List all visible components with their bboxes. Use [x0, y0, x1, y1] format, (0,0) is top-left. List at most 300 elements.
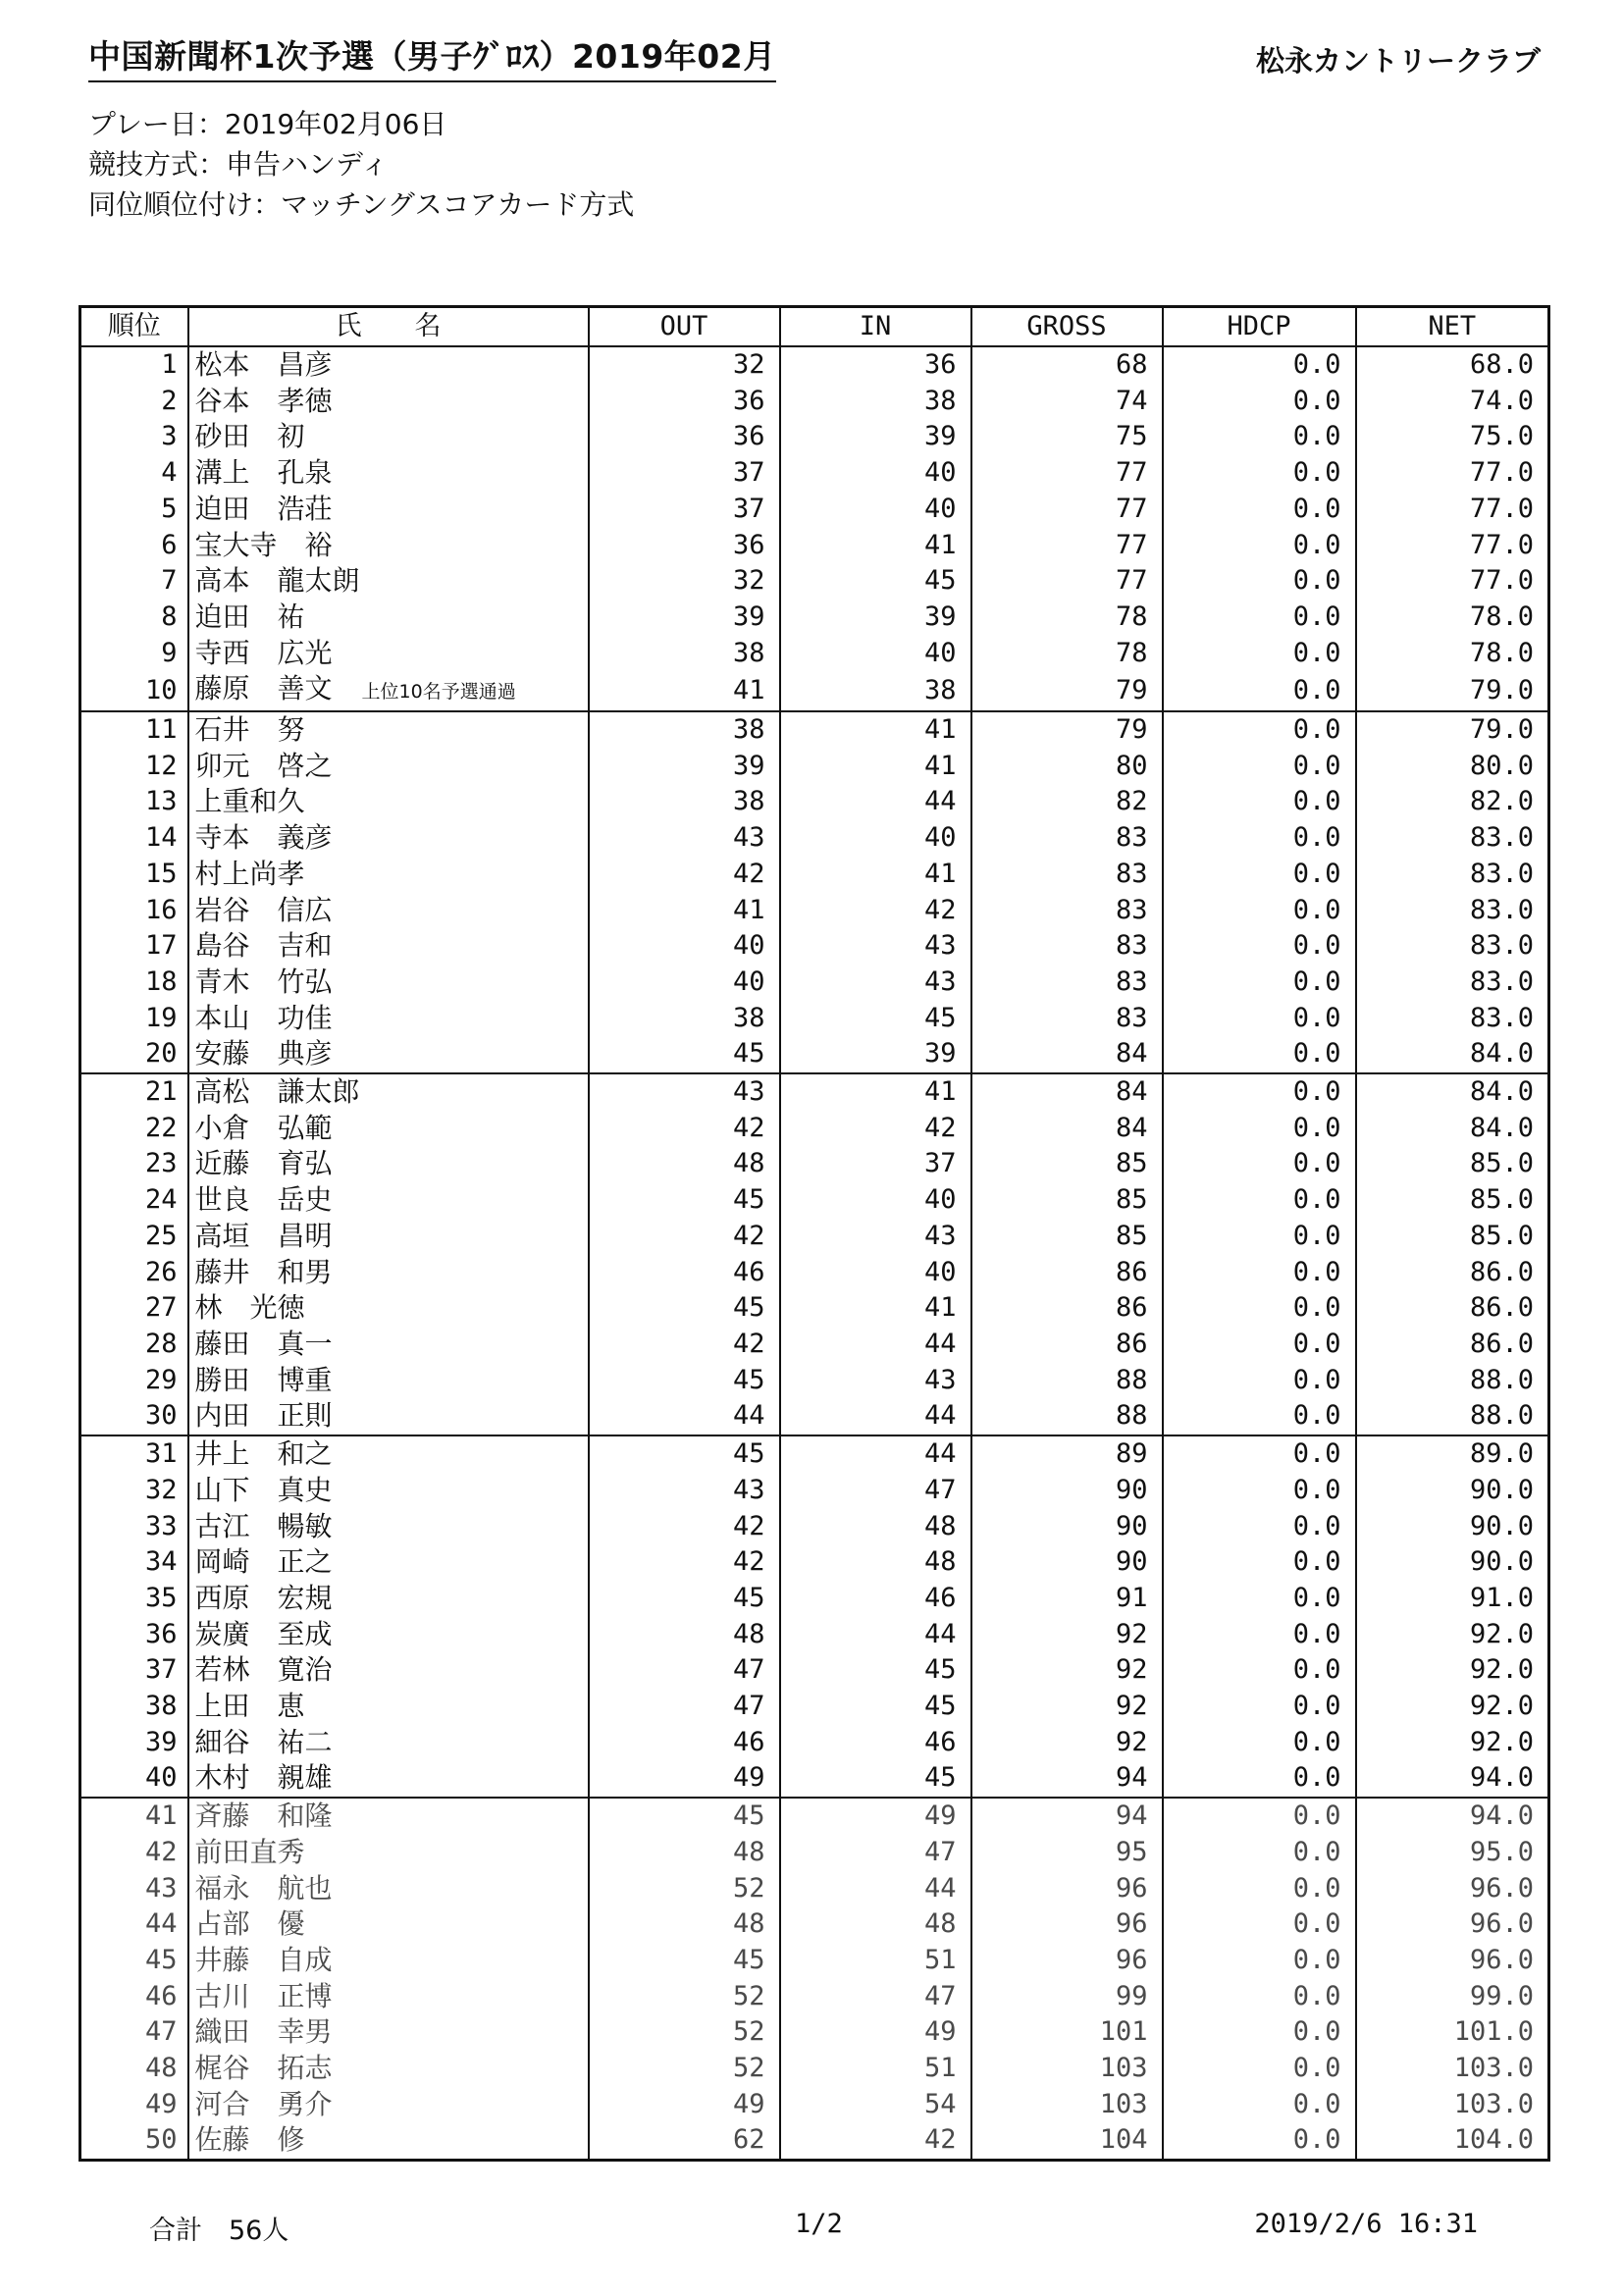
cell-net [1356, 1725, 1549, 1761]
cell-net [1356, 1509, 1549, 1545]
cell-in [780, 1219, 971, 1255]
cell-rank [80, 893, 188, 929]
cell-rank-text: 4 [161, 457, 178, 489]
cell-gross [971, 1943, 1163, 1979]
cell-rank-text: 24 [144, 1184, 178, 1216]
cell-name-text: 卯元 啓之 [194, 749, 333, 782]
cell-in [780, 346, 971, 384]
cell-out [589, 455, 780, 492]
table-row [80, 1001, 1549, 1037]
cell-in [780, 1835, 971, 1871]
cell-gross [971, 820, 1163, 857]
cell-rank-text: 49 [144, 2088, 178, 2119]
cell-hdcp [1163, 1219, 1356, 1255]
cell-net-text: 103.0 [1453, 2053, 1534, 2084]
cell-in-text: 36 [923, 349, 957, 380]
cell-out [589, 711, 780, 749]
cell-out-text: 49 [732, 2088, 765, 2119]
cell-out-text: 39 [732, 750, 765, 781]
cell-in [780, 784, 971, 820]
cell-rank [80, 1835, 188, 1871]
table-row [80, 1871, 1549, 1907]
cell-out-text: 42 [732, 1328, 765, 1359]
cell-hdcp [1163, 1760, 1356, 1798]
cell-rank [80, 1001, 188, 1037]
cell-in-text: 39 [923, 1038, 957, 1070]
cell-net [1356, 1943, 1549, 1979]
table-row [80, 1835, 1549, 1871]
cell-hdcp-text: 0.0 [1292, 2016, 1341, 2048]
cell-rank [80, 563, 188, 600]
cell-out [589, 1146, 780, 1182]
cell-name-text: 砂田 初 [194, 420, 305, 453]
cell-out [589, 749, 780, 785]
cell-name-text: 寺西 広光 [194, 636, 333, 669]
cell-gross [971, 1544, 1163, 1581]
cell-name [188, 1906, 589, 1943]
cell-out-text: 45 [732, 1582, 765, 1613]
meta-info [88, 104, 634, 225]
cell-hdcp [1163, 2087, 1356, 2123]
cell-gross-text: 92 [1115, 1654, 1148, 1686]
cell-gross [971, 1473, 1163, 1509]
cell-hdcp-text: 0.0 [1292, 349, 1341, 380]
cell-net-text: 82.0 [1469, 786, 1534, 817]
cell-rank [80, 784, 188, 820]
cell-out-text: 47 [732, 1691, 765, 1722]
cell-out [589, 857, 780, 893]
cell-name-text: 前田直秀 [194, 1835, 305, 1868]
cell-gross [971, 893, 1163, 929]
cell-name [188, 1219, 589, 1255]
cell-net [1356, 1073, 1549, 1111]
cell-net-text: 79.0 [1469, 674, 1534, 705]
cell-net [1356, 1290, 1549, 1327]
cell-name [188, 928, 589, 965]
cell-hdcp [1163, 820, 1356, 857]
cell-in-text: 41 [923, 714, 957, 746]
cell-in [780, 1617, 971, 1653]
cell-hdcp-text: 0.0 [1292, 1944, 1341, 1975]
cell-hdcp-text: 0.0 [1292, 1038, 1341, 1070]
cell-rank-text: 6 [161, 529, 178, 560]
cell-in [780, 711, 971, 749]
cell-net [1356, 1255, 1549, 1291]
table-row [80, 1581, 1549, 1617]
cell-in-text: 44 [923, 1618, 957, 1649]
table-row [80, 1111, 1549, 1147]
cell-out [589, 1835, 780, 1871]
cell-rank-text: 3 [161, 421, 178, 452]
cell-name-text: 本山 功佳 [194, 1001, 333, 1034]
cell-in-text: 43 [923, 1364, 957, 1395]
cell-net-text: 91.0 [1469, 1582, 1534, 1613]
cell-gross-text: 83 [1115, 965, 1148, 997]
cell-in [780, 1979, 971, 2015]
cell-gross [971, 2122, 1163, 2160]
cell-out-text: 38 [732, 786, 765, 817]
table-row [80, 419, 1549, 455]
cell-name-text: 林 光徳 [194, 1291, 305, 1325]
cell-gross-text: 95 [1115, 1836, 1148, 1867]
cell-hdcp-text: 0.0 [1292, 1726, 1341, 1757]
table-row [80, 1219, 1549, 1255]
cell-name [188, 384, 589, 420]
cell-gross-text: 83 [1115, 930, 1148, 962]
table-row [80, 1652, 1549, 1689]
cell-gross-text: 90 [1115, 1546, 1148, 1578]
cell-out-text: 45 [732, 1944, 765, 1975]
cell-rank [80, 1473, 188, 1509]
cell-gross [971, 1398, 1163, 1435]
total-count: 合計 56人 [149, 2216, 289, 2246]
cell-out-text: 38 [732, 714, 765, 746]
table-row [80, 455, 1549, 492]
cell-rank-text: 16 [144, 894, 178, 925]
competition-format: 競技方式：申告ハンディ [88, 148, 389, 181]
cell-gross-text: 77 [1115, 529, 1148, 560]
cell-rank-text: 30 [144, 1400, 178, 1432]
cell-out-text: 48 [732, 1148, 765, 1179]
cell-net-text: 75.0 [1469, 421, 1534, 452]
cell-in [780, 893, 971, 929]
cell-in-text: 40 [923, 457, 957, 489]
cell-hdcp [1163, 1182, 1356, 1219]
cell-rank-text: 5 [161, 493, 178, 524]
cell-rank [80, 1871, 188, 1907]
cell-rank-text: 19 [144, 1002, 178, 1033]
cell-gross-text: 84 [1115, 1112, 1148, 1143]
cell-out [589, 2051, 780, 2087]
cell-gross [971, 1581, 1163, 1617]
cell-rank [80, 1290, 188, 1327]
cell-hdcp [1163, 1290, 1356, 1327]
cell-net [1356, 1617, 1549, 1653]
cell-name [188, 1111, 589, 1147]
cell-name-text: 高本 龍太朗 [194, 564, 360, 598]
cell-rank-text: 12 [144, 750, 178, 781]
cell-name [188, 893, 589, 929]
cell-gross-text: 92 [1115, 1726, 1148, 1757]
cell-name-text: 青木 竹弘 [194, 965, 333, 998]
results-table [79, 305, 1550, 2162]
cell-in-text: 48 [923, 1546, 957, 1578]
cell-hdcp [1163, 965, 1356, 1001]
cell-gross-text: 85 [1115, 1184, 1148, 1216]
cell-rank [80, 492, 188, 528]
table-row [80, 636, 1549, 672]
cell-gross [971, 1219, 1163, 1255]
cell-gross [971, 784, 1163, 820]
table-row [80, 671, 1549, 711]
cell-hdcp [1163, 1689, 1356, 1725]
cell-gross [971, 1111, 1163, 1147]
cell-gross [971, 1725, 1163, 1761]
cell-in [780, 600, 971, 636]
cell-gross [971, 455, 1163, 492]
cell-in-text: 44 [923, 1438, 957, 1470]
cell-gross-text: 83 [1115, 822, 1148, 854]
cell-out-text: 38 [732, 1002, 765, 1033]
cell-rank-text: 41 [144, 1800, 178, 1832]
cell-net [1356, 2122, 1549, 2160]
cell-rank-text: 33 [144, 1510, 178, 1541]
cell-net [1356, 563, 1549, 600]
cell-out [589, 1979, 780, 2015]
cell-hdcp [1163, 1544, 1356, 1581]
cell-gross [971, 1689, 1163, 1725]
cell-in-text: 38 [923, 385, 957, 416]
table-row [80, 1725, 1549, 1761]
cell-hdcp [1163, 2014, 1356, 2051]
cell-in [780, 1111, 971, 1147]
cell-out-text: 41 [732, 894, 765, 925]
cell-rank [80, 1689, 188, 1725]
cell-net-text: 86.0 [1469, 1328, 1534, 1359]
cell-out [589, 1073, 780, 1111]
cell-net-text: 83.0 [1469, 894, 1534, 925]
cell-out [589, 965, 780, 1001]
cell-name-text: 炭廣 至成 [194, 1617, 333, 1650]
cell-gross [971, 2014, 1163, 2051]
cell-net [1356, 965, 1549, 1001]
cell-out [589, 1036, 780, 1073]
cell-out [589, 1760, 780, 1798]
table-row [80, 2122, 1549, 2160]
cell-rank-text: 14 [144, 822, 178, 854]
cell-out-text: 45 [732, 1364, 765, 1395]
cell-gross [971, 2087, 1163, 2123]
cell-name-text: 高垣 昌明 [194, 1219, 333, 1252]
cell-net [1356, 636, 1549, 672]
cell-in [780, 1871, 971, 1907]
cell-out [589, 528, 780, 564]
cell-net-text: 78.0 [1469, 637, 1534, 668]
cell-name-text: 細谷 祐二 [194, 1725, 333, 1758]
cell-net-text: 92.0 [1469, 1654, 1534, 1686]
cell-out-text: 42 [732, 1112, 765, 1143]
cell-out-text: 39 [732, 600, 765, 632]
cell-out [589, 893, 780, 929]
cell-out-text: 45 [732, 1292, 765, 1324]
cell-hdcp [1163, 857, 1356, 893]
cell-name-text: 溝上 孔泉 [194, 456, 333, 490]
cell-in [780, 671, 971, 711]
cell-rank-text: 47 [144, 2016, 178, 2048]
cell-name [188, 1036, 589, 1073]
cell-rank [80, 1073, 188, 1111]
cell-net-text: 83.0 [1469, 858, 1534, 889]
cell-gross-text: 89 [1115, 1438, 1148, 1470]
cell-out [589, 1255, 780, 1291]
cell-gross [971, 346, 1163, 384]
cell-in [780, 1760, 971, 1798]
table-row [80, 893, 1549, 929]
cell-name-text: 岡崎 正之 [194, 1545, 333, 1579]
cell-in [780, 1509, 971, 1545]
cell-out-text: 36 [732, 385, 765, 416]
table-row [80, 384, 1549, 420]
cell-in-text: 41 [923, 858, 957, 889]
cell-hdcp [1163, 711, 1356, 749]
cell-rank-text: 34 [144, 1546, 178, 1578]
cell-name [188, 1652, 589, 1689]
cell-net [1356, 784, 1549, 820]
cell-hdcp-text: 0.0 [1292, 674, 1341, 705]
cell-name-text: 佐藤 修 [194, 2123, 305, 2157]
cell-out-text: 36 [732, 421, 765, 452]
cell-in-text: 47 [923, 1474, 957, 1505]
cell-hdcp-text: 0.0 [1292, 714, 1341, 746]
cell-hdcp [1163, 1798, 1356, 1835]
cell-net [1356, 1544, 1549, 1581]
cell-in [780, 1255, 971, 1291]
cell-name [188, 1473, 589, 1509]
cell-in [780, 965, 971, 1001]
cell-gross [971, 1435, 1163, 1473]
cell-net-text: 96.0 [1469, 1872, 1534, 1904]
cell-rank [80, 1363, 188, 1399]
cell-net-text: 96.0 [1469, 1944, 1534, 1975]
cell-net [1356, 671, 1549, 711]
table-row [80, 492, 1549, 528]
play-date: プレー日：2019年02月06日 [88, 108, 447, 140]
cell-net [1356, 419, 1549, 455]
cell-in-text: 44 [923, 786, 957, 817]
cell-out [589, 1689, 780, 1725]
cell-rank [80, 1509, 188, 1545]
table-row [80, 1398, 1549, 1435]
cell-out [589, 1581, 780, 1617]
cell-rank-text: 23 [144, 1148, 178, 1179]
cell-name-text: 古江 暢敏 [194, 1509, 333, 1542]
cell-out [589, 671, 780, 711]
cell-out-text: 43 [732, 822, 765, 854]
cell-rank-text: 31 [144, 1438, 178, 1470]
cell-gross-text: 83 [1115, 894, 1148, 925]
cell-net [1356, 1871, 1549, 1907]
cell-name [188, 1689, 589, 1725]
cell-gross [971, 636, 1163, 672]
cell-gross [971, 492, 1163, 528]
cell-out-text: 42 [732, 1220, 765, 1251]
table-row [80, 711, 1549, 749]
cell-hdcp-text: 0.0 [1292, 1400, 1341, 1432]
cell-net [1356, 1906, 1549, 1943]
table-row [80, 1906, 1549, 1943]
cell-in [780, 1073, 971, 1111]
cell-net-text: 101.0 [1453, 2016, 1534, 2048]
cell-name-text: 小倉 弘範 [194, 1111, 333, 1144]
cell-rank [80, 1219, 188, 1255]
cell-name [188, 2087, 589, 2123]
cell-hdcp-text: 0.0 [1292, 1980, 1341, 2011]
col-net-header: NET [1356, 307, 1549, 347]
cell-name [188, 1979, 589, 2015]
cell-hdcp-text: 0.0 [1292, 1148, 1341, 1179]
cell-name [188, 671, 589, 711]
cell-name-text: 迫田 浩荘 [194, 492, 333, 525]
cell-hdcp [1163, 1473, 1356, 1509]
cell-hdcp-text: 0.0 [1292, 1510, 1341, 1541]
table-row [80, 1182, 1549, 1219]
cell-name-text: 上重和久 [194, 785, 305, 818]
cell-name [188, 1073, 589, 1111]
cell-out [589, 346, 780, 384]
cell-hdcp-text: 0.0 [1292, 1546, 1341, 1578]
cell-in [780, 563, 971, 600]
cell-net-text: 99.0 [1469, 1980, 1534, 2011]
cell-net [1356, 600, 1549, 636]
cell-rank-text: 28 [144, 1328, 178, 1359]
cell-out-text: 48 [732, 1836, 765, 1867]
cell-gross-text: 88 [1115, 1364, 1148, 1395]
table-row [80, 1435, 1549, 1473]
cell-hdcp-text: 0.0 [1292, 493, 1341, 524]
cell-net-text: 88.0 [1469, 1364, 1534, 1395]
cell-in [780, 1725, 971, 1761]
cell-rank-text: 2 [161, 385, 178, 416]
cell-hdcp-text: 0.0 [1292, 1474, 1341, 1505]
cell-name [188, 636, 589, 672]
cell-in-text: 39 [923, 421, 957, 452]
cell-net [1356, 749, 1549, 785]
cell-hdcp [1163, 1327, 1356, 1363]
cell-rank [80, 1398, 188, 1435]
cell-name [188, 1001, 589, 1037]
cell-out-text: 32 [732, 565, 765, 597]
cell-in [780, 1146, 971, 1182]
cell-name [188, 1871, 589, 1907]
table-row [80, 928, 1549, 965]
cell-gross [971, 1760, 1163, 1798]
cell-rank [80, 384, 188, 420]
cell-name-text: 井上 和之 [194, 1437, 333, 1471]
cell-out [589, 1509, 780, 1545]
cell-name-text: 谷本 孝徳 [194, 384, 333, 417]
cell-rank-text: 40 [144, 1762, 178, 1794]
cell-gross-text: 83 [1115, 858, 1148, 889]
cell-name [188, 1363, 589, 1399]
cell-hdcp-text: 0.0 [1292, 565, 1341, 597]
cell-net-text: 83.0 [1469, 965, 1534, 997]
cell-gross-text: 96 [1115, 1872, 1148, 1904]
cell-out-text: 45 [732, 1184, 765, 1216]
cell-out [589, 928, 780, 965]
cell-out [589, 2122, 780, 2160]
cell-in-text: 42 [923, 1112, 957, 1143]
col-out-header: OUT [589, 307, 780, 347]
cell-rank [80, 1725, 188, 1761]
cell-gross [971, 1036, 1163, 1073]
cell-in-text: 43 [923, 1220, 957, 1251]
cell-net-text: 84.0 [1469, 1038, 1534, 1070]
cell-net [1356, 346, 1549, 384]
cell-name [188, 1255, 589, 1291]
cell-in-text: 40 [923, 1184, 957, 1216]
cell-net [1356, 1182, 1549, 1219]
cell-rank [80, 820, 188, 857]
cell-net [1356, 1363, 1549, 1399]
cell-hdcp [1163, 1906, 1356, 1943]
cell-name-text: 松本 昌彦 [194, 348, 333, 381]
cell-hdcp [1163, 1036, 1356, 1073]
cell-in [780, 1398, 971, 1435]
cell-gross [971, 1979, 1163, 2015]
cell-name [188, 2014, 589, 2051]
cell-gross-text: 85 [1115, 1220, 1148, 1251]
cell-hdcp-text: 0.0 [1292, 421, 1341, 452]
